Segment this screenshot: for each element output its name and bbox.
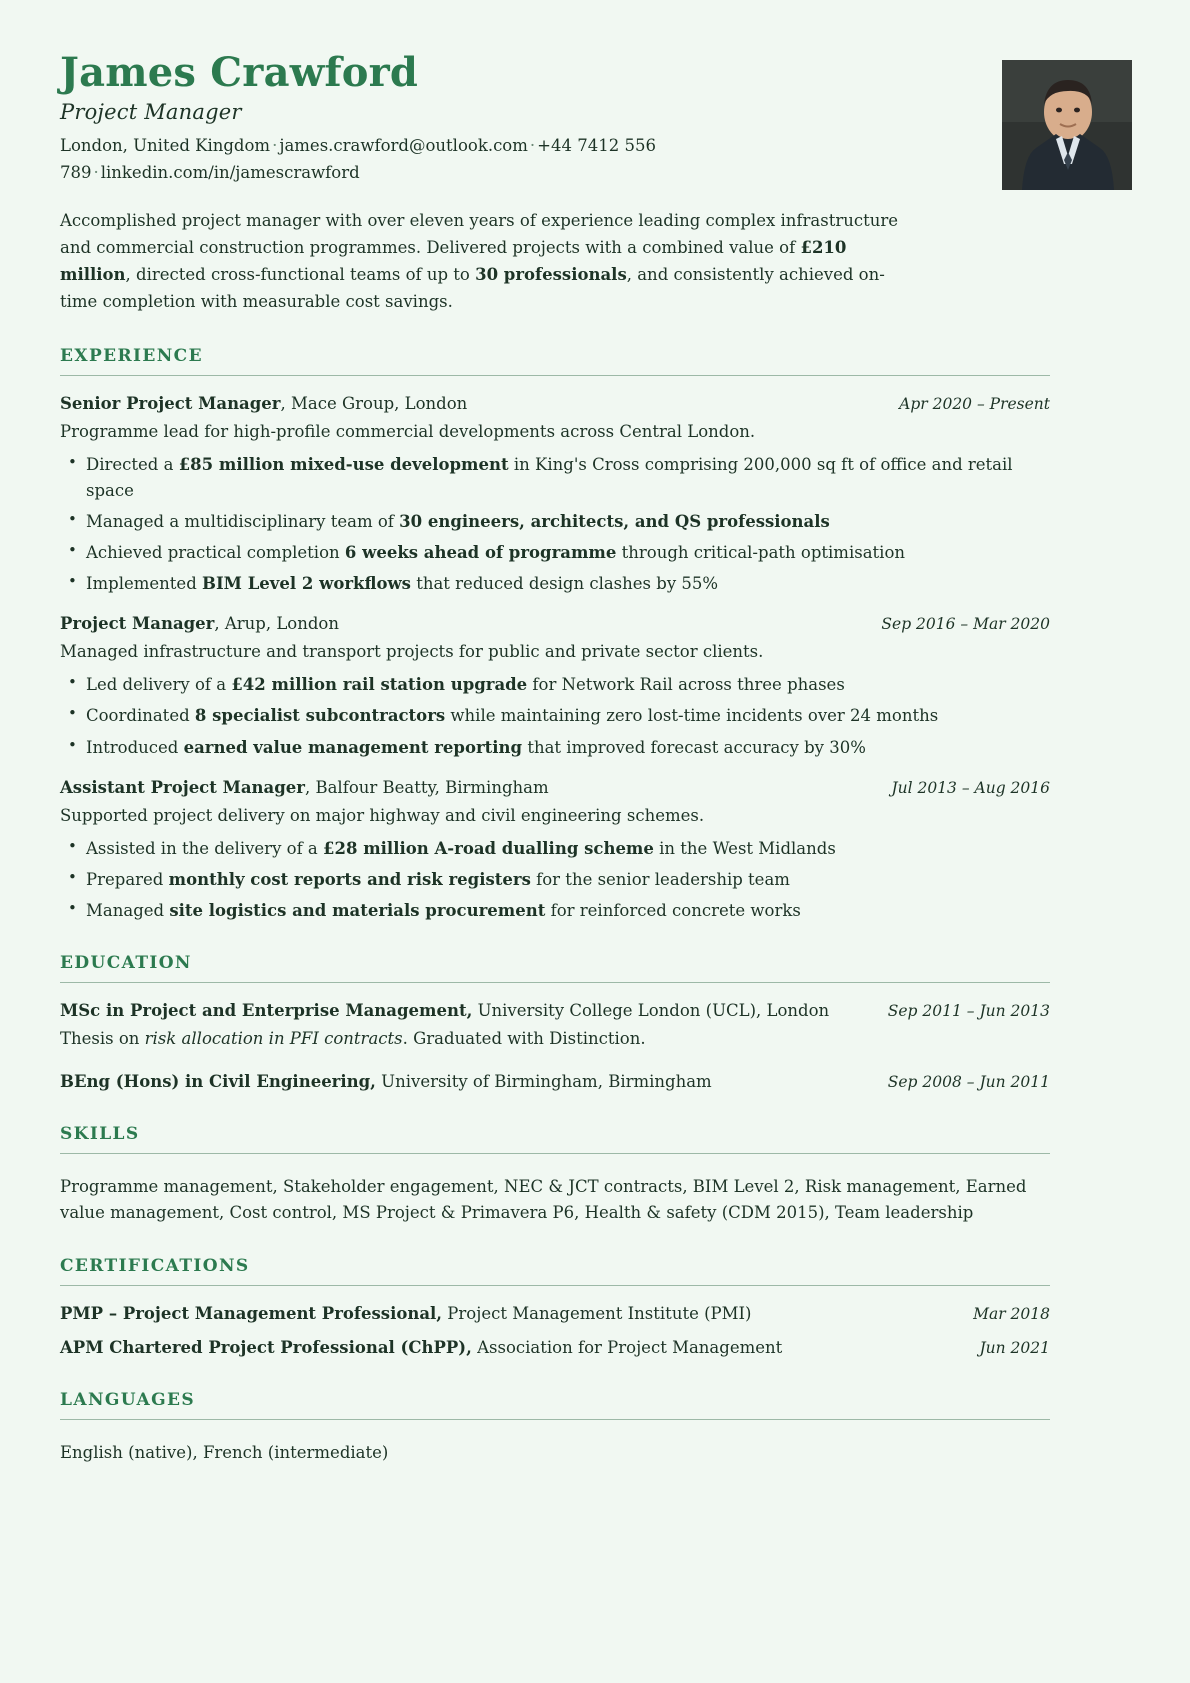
contact-website[interactable]: linkedin.com/in/jamescrawford	[100, 162, 360, 182]
section-heading-languages: LANGUAGES	[60, 1389, 196, 1410]
bullet-post: in the West Midlands	[653, 839, 836, 859]
section-skills	[60, 1124, 1050, 1226]
bullet-list	[60, 672, 1050, 759]
bullet-bold: £28 million A-road dualling scheme	[323, 839, 654, 859]
bullet-pre: Assisted in the delivery of a	[86, 839, 324, 859]
note-post: . Graduated with Distinction.	[402, 1029, 646, 1049]
list-item	[60, 672, 1050, 697]
section-certifications	[60, 1256, 1050, 1360]
note-pre: Thesis on	[60, 1029, 145, 1049]
bullet-pre: Coordinated	[86, 706, 195, 726]
entry-date: Jul 2013 – Aug 2016	[891, 778, 1050, 797]
entry-title	[60, 776, 549, 800]
summary-part-1: Accomplished project manager with over eleven years of experience leading complex infrastructure and commercial construction programmes. Delivered projects with a combined value of	[60, 211, 899, 258]
job-company: , Mace Group, London	[280, 394, 468, 413]
certification-entry	[60, 1302, 1050, 1326]
entry-title	[60, 1336, 782, 1360]
experience-entry	[60, 392, 1050, 596]
skills-list: Programme management, Stakeholder engagement, NEC & JCT contracts, BIM Level 2, Risk management, Earned value management, Cost control, MS Project & Primavera P6, Health & safety (CDM 2015), Team leadership	[60, 1176, 1027, 1222]
bullet-bold: monthly cost reports and risk registers	[168, 870, 531, 890]
list-item	[60, 452, 1050, 502]
section-heading-certifications: CERTIFICATIONS	[60, 1255, 250, 1276]
institution-name: University of Birmingham, Birmingham	[375, 1071, 712, 1091]
section-education	[60, 953, 1050, 1093]
certification-name: PMP – Project Management Professional,	[60, 1303, 443, 1323]
section-heading-skills: SKILLS	[60, 1123, 140, 1144]
bullet-bold: BIM Level 2 workflows	[202, 573, 411, 593]
bullet-pre: Managed	[86, 901, 170, 921]
entry-description: Supported project delivery on major highway and civil engineering schemes.	[60, 805, 705, 825]
entry-header	[60, 1302, 1050, 1326]
entry-header	[60, 776, 1050, 800]
bullet-list	[60, 452, 1050, 595]
section-heading-experience: EXPERIENCE	[60, 346, 203, 366]
bullet-pre: Prepared	[86, 870, 169, 890]
contact-separator-icon: ·	[93, 162, 99, 182]
entry-title	[60, 999, 829, 1023]
contact-email[interactable]: james.crawford@outlook.com	[279, 136, 528, 155]
contact-location: London, United Kingdom	[60, 136, 271, 155]
experience-entry	[60, 612, 1050, 760]
contact-separator-icon: ·	[272, 136, 278, 155]
entry-title	[60, 1070, 712, 1094]
entry-header	[60, 1336, 1050, 1360]
bullet-post: for Network Rail across three phases	[527, 675, 845, 695]
section-languages	[60, 1390, 1050, 1466]
bullet-post: for the senior leadership team	[530, 870, 790, 890]
job-role: Senior Project Manager	[60, 394, 281, 413]
list-item	[60, 571, 1050, 596]
entry-date: Jun 2021	[979, 1338, 1050, 1357]
bullet-bold: 8 specialist subcontractors	[194, 706, 446, 726]
bullet-bold: 30 engineers, architects, and QS professionals	[399, 511, 830, 531]
list-item	[60, 735, 1050, 760]
job-company: , Arup, London	[214, 613, 339, 633]
entry-date: Sep 2016 – Mar 2020	[881, 614, 1050, 633]
education-entry	[60, 1070, 1050, 1094]
bullet-pre: Directed a	[86, 455, 179, 475]
bullet-post: in King's Cross comprising 200,000 sq ft of office and retail space	[86, 455, 1013, 500]
entry-date: Sep 2008 – Jun 2011	[887, 1072, 1050, 1091]
avatar	[1002, 60, 1132, 190]
section-divider	[60, 1153, 1050, 1154]
job-company: , Balfour Beatty, Birmingham	[304, 777, 549, 797]
bullet-pre: Implemented	[86, 573, 203, 593]
summary-part-2: , directed cross-functional teams of up to	[125, 265, 476, 285]
section-experience	[60, 346, 1050, 923]
thesis-title: risk allocation in PFI contracts	[144, 1029, 403, 1049]
certification-issuer: Association for Project Management	[471, 1337, 783, 1357]
job-title: Project Manager	[60, 100, 242, 124]
contact-phone[interactable]: +44 7412 556 789	[60, 136, 656, 182]
entry-header	[60, 612, 1050, 636]
experience-entry	[60, 776, 1050, 924]
entry-description: Managed infrastructure and transport projects for public and private sector clients.	[60, 641, 764, 661]
certification-name: APM Chartered Project Professional (ChPP),	[60, 1337, 472, 1357]
education-entry	[60, 999, 1050, 1051]
education-note	[60, 1026, 1050, 1052]
bullet-pre: Led delivery of a	[86, 675, 232, 695]
bullet-pre: Introduced	[86, 737, 184, 757]
list-item	[60, 509, 1050, 534]
list-item	[60, 703, 1050, 728]
resume-header	[60, 49, 1050, 186]
section-divider	[60, 375, 1050, 376]
list-item	[60, 867, 1050, 892]
bullet-pre: Managed a multidisciplinary team of	[86, 511, 400, 531]
section-divider	[60, 982, 1050, 983]
bullet-post: for reinforced concrete works	[545, 901, 801, 921]
entry-header	[60, 1070, 1050, 1094]
degree-name: MSc in Project and Enterprise Management,	[60, 1001, 473, 1021]
job-role: Assistant Project Manager	[60, 777, 305, 797]
bullet-bold: £85 million mixed-use development	[178, 455, 509, 475]
list-item	[60, 898, 1050, 923]
bullet-post: while maintaining zero lost-time incidents over 24 months	[445, 706, 939, 726]
bullet-pre: Achieved practical completion	[86, 542, 345, 562]
bullet-post: that improved forecast accuracy by 30%	[522, 737, 866, 757]
entry-date: Mar 2018	[973, 1304, 1050, 1323]
languages-list: English (native), French (intermediate)	[60, 1442, 389, 1462]
bullet-list	[60, 836, 1050, 923]
contact-separator-icon: ·	[529, 136, 536, 155]
institution-name: University College London (UCL), London	[472, 1001, 830, 1021]
summary-highlight-value: £210 million	[60, 238, 847, 285]
bullet-bold: 6 weeks ahead of programme	[344, 542, 617, 562]
entry-date: Apr 2020 – Present	[899, 395, 1050, 413]
section-divider	[60, 1419, 1050, 1420]
professional-summary	[60, 208, 900, 316]
list-item	[60, 540, 1050, 565]
entry-header	[60, 392, 1050, 416]
entry-title	[60, 392, 467, 416]
section-divider	[60, 1285, 1050, 1286]
page-title: James Crawford	[60, 49, 419, 96]
contact-line	[60, 133, 760, 186]
entry-title	[60, 612, 339, 636]
entry-header	[60, 999, 1050, 1023]
summary-highlight-team: 30 professionals	[475, 265, 627, 285]
job-role: Project Manager	[60, 613, 215, 633]
bullet-bold: earned value management reporting	[183, 737, 523, 757]
bullet-bold: £42 million rail station upgrade	[231, 675, 528, 695]
summary-part-3: , and consistently achieved on-time completion with measurable cost savings.	[60, 265, 885, 312]
bullet-bold: site logistics and materials procurement	[169, 901, 546, 921]
bullet-post: through critical-path optimisation	[616, 542, 906, 562]
entry-description: Programme lead for high-profile commercial developments across Central London.	[60, 421, 756, 441]
bullet-post: that reduced design clashes by 55%	[410, 573, 719, 593]
entry-title	[60, 1302, 751, 1326]
degree-name: BEng (Hons) in Civil Engineering,	[60, 1071, 376, 1091]
entry-date: Sep 2011 – Jun 2013	[887, 1002, 1050, 1021]
section-heading-education: EDUCATION	[60, 953, 192, 974]
certification-entry	[60, 1336, 1050, 1360]
certification-issuer: Project Management Institute (PMI)	[442, 1303, 752, 1323]
list-item	[60, 836, 1050, 861]
